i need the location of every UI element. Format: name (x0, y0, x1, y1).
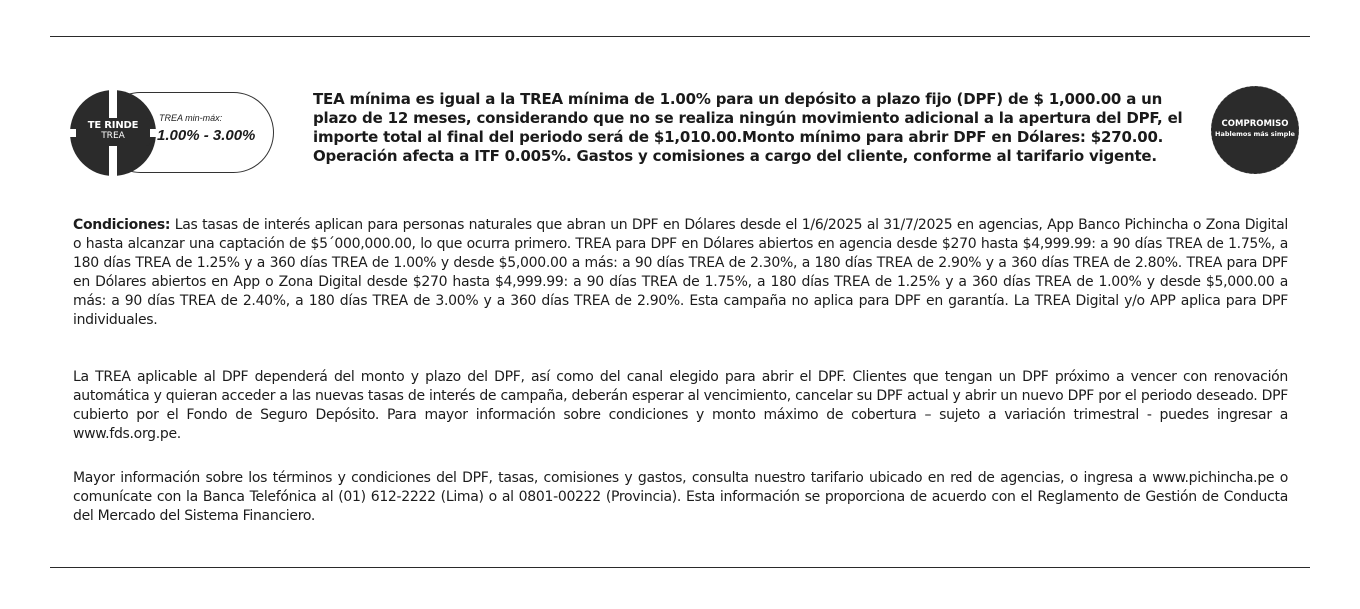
badge-title: TE RINDE (87, 120, 139, 131)
rate-range-label: TREA min-máx: (159, 113, 223, 123)
trea-renewal-paragraph: La TREA aplicable al DPF dependerá del monto y plazo del DPF, así como del canal elegido para abrir el DPF. Clientes que tengan un DPF próximo a vencer con renovación automática y quieran acceder a las nuevas tasas de interés de campaña, deberán esperar al vencimiento, cancelar su DPF actual y abrir un nuevo DPF por el periodo deseado. DPF cubierto por el Fondo de Seguro Depósito. Para mayor información sobre condiciones y monto máximo de cobertura – sujeto a variación trimestral - puedes ingresar a www.fds.org.pe. (73, 369, 1288, 442)
conditions-paragraph (73, 216, 1288, 330)
rate-range-value: 1.00% - 3.00% (157, 127, 256, 144)
top-divider (50, 36, 1310, 37)
rate-badge (70, 83, 278, 183)
seal-title: COMPROMISO (1221, 119, 1289, 129)
conditions-text: Las tasas de interés aplican para personas naturales que abran un DPF en Dólares desde el 1/6/2025 al 31/7/2025 en agencias, App Banco Pichincha o Zona Digital o hasta alcanzar una captación de $5´000,000.00, lo que ocurra primero. TREA para DPF en Dólares abiertos en agencia desde $270 hasta $4,999.99: a 90 días TREA de 1.75%, a 180 días TREA de 1.25% y a 360 días TREA de 1.00% y desde $5,000.00 a más: a 90 días TREA de 2.30%, a 180 días TREA de 2.90% y a 360 días TREA de 2.80%. TREA para DPF en Dólares abiertos en App o Zona Digital desde $270 hasta $4,999.99: a 90 días TREA de 1.75%, a 180 días TREA de 1.25% y a 360 días TREA de 1.00% y desde $5,000.00 a más: a 90 días TREA de 2.40%, a 180 días TREA de 3.00% y a 360 días TREA de 2.90%. Esta campaña no aplica para DPF en garantía. La TREA Digital y/o APP aplica para DPF individuales. (73, 217, 1288, 328)
bottom-divider (50, 567, 1310, 568)
conditions-lead: Condiciones: (73, 217, 171, 233)
headline-disclaimer: TEA mínima es igual a la TREA mínima de 1.00% para un depósito a plazo fijo (DPF) de $ 1,000.00 a un plazo de 12 meses, considerando que no se realiza ningún movimiento adicional a la apertura del DPF, el importe total al final del periodo será de $1,010.00.Monto mínimo para abrir DPF en Dólares: $270.00. Operación afecta a ITF 0.005%. Gastos y comisiones a cargo del cliente, conforme al tarifario vigente. (313, 90, 1183, 165)
badge-subtitle: TREA (101, 131, 125, 141)
more-info-paragraph: Mayor información sobre los términos y condiciones del DPF, tasas, comisiones y gastos, consulta nuestro tarifario ubicado en red de agencias, o ingresa a www.pichincha.pe o comunícate con la Banca Telefónica al (01) 612-2222 (Lima) o al 0801-00222 (Provincia). Esta información se proporciona de acuerdo con el Reglamento de Gestión de Conducta del Mercado del Sistema Financiero. (73, 470, 1288, 524)
seal-subtitle: Hablemos más simple (1215, 130, 1295, 138)
